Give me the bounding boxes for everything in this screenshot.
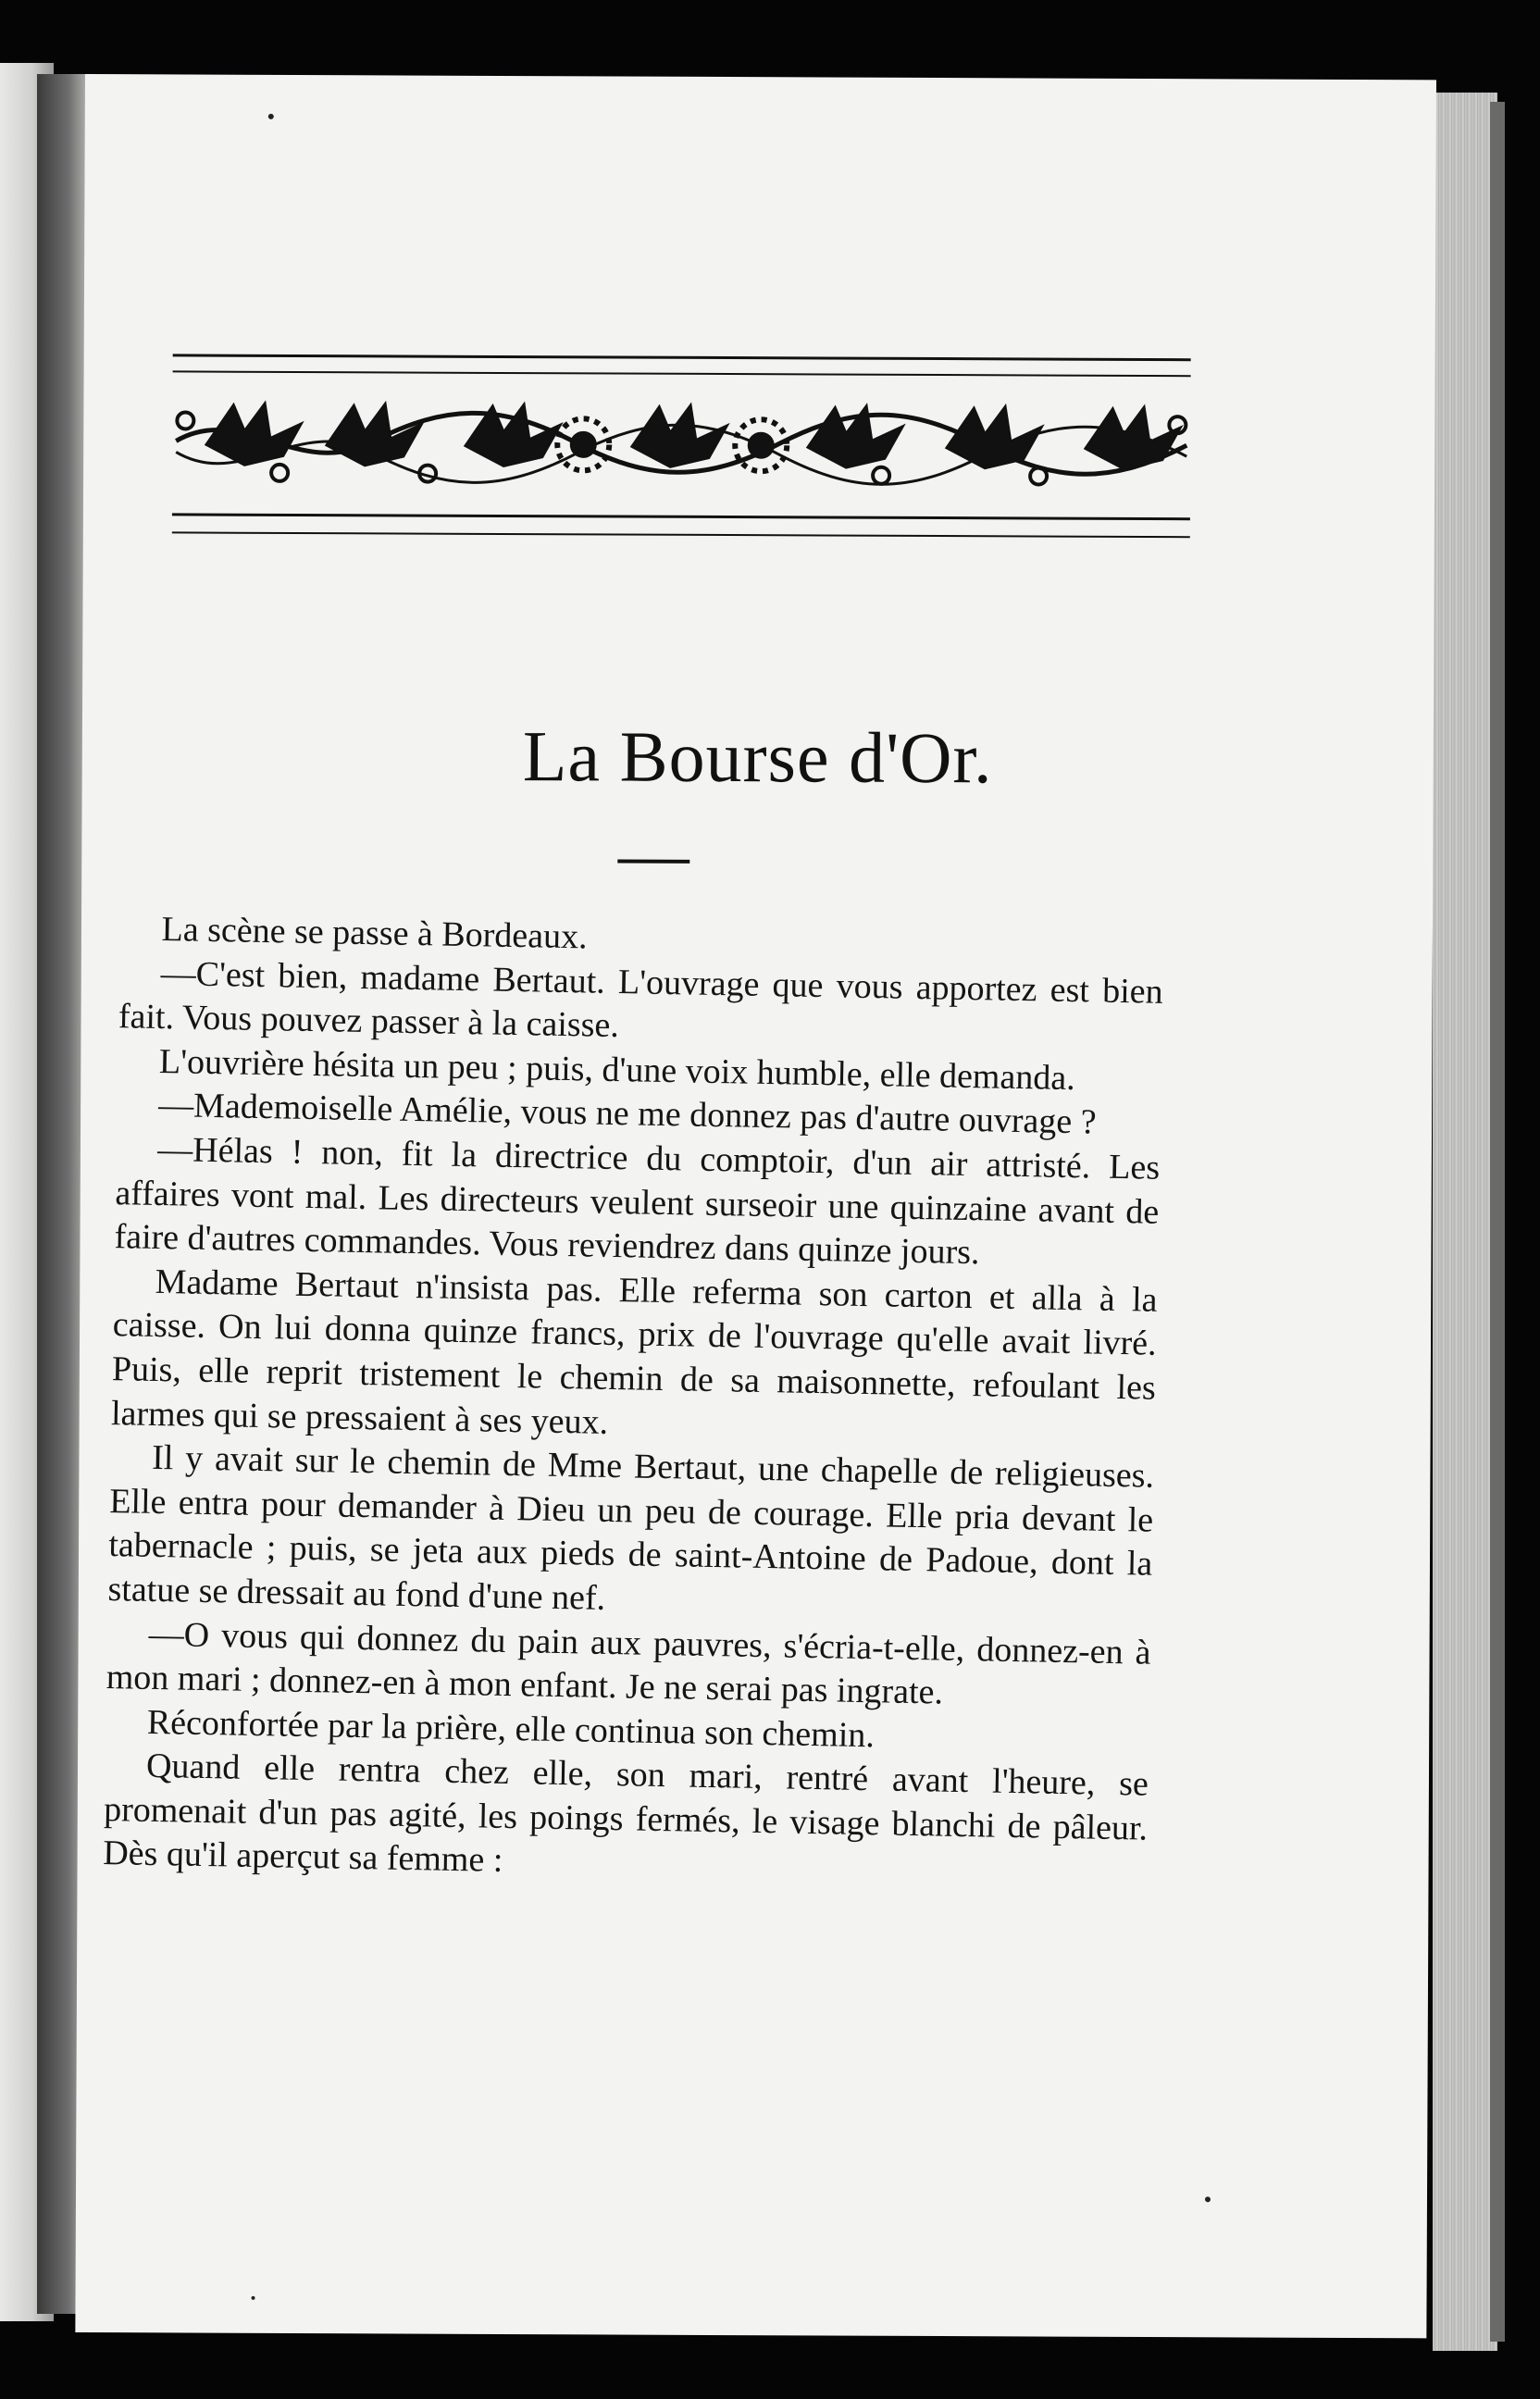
paragraph: —O vous qui donnez du pain aux pauvres, s'écria-t-elle, donnez-en à mon mari ; donnez-en à mon enfant. Je ne serai pas ingrate. xyxy=(106,1614,1151,1712)
body-text xyxy=(103,907,1164,1896)
paper-speck xyxy=(252,2296,255,2300)
floral-vine-band-icon xyxy=(168,383,1195,503)
paper-speck xyxy=(268,114,274,119)
page-stack-edges xyxy=(1433,93,1497,2351)
paragraph: Quand elle rentra chez elle, son mari, rentré avant l'heure, se promenait d'un pas agité, les poings fermés, le visage blanchi de pâleur. Dès qu'il aperçut sa femme : xyxy=(102,1746,1149,1881)
paragraph: Madame Bertaut n'insista pas. Elle referma son carton et alla à la caisse. On lui donna quinze francs, prix de l'ouvrage qu'elle avait livré. Puis, elle reprit tristement le chemin de sa maisonnette, refoulant les larmes qui se pressaient à ses yeux. xyxy=(110,1262,1158,1442)
bottom-double-rule-2 xyxy=(172,531,1190,538)
paper-speck xyxy=(1205,2196,1211,2202)
paragraph: Il y avait sur le chemin de Mme Bertaut, une chapelle de religieuses. Elle entra pour demander à Dieu un peu de courage. Elle pria devant le tabernacle ; puis, se jeta aux pieds de saint-Antoine de Padoue, dont la statue se dressait au fond d'une nef. xyxy=(107,1438,1155,1618)
paragraph: Réconfortée par la prière, elle continua son chemin. xyxy=(146,1702,876,1755)
page-stack-shadow xyxy=(1490,102,1505,2342)
paragraph: —Mademoiselle Amélie, vous ne me donnez pas d'autre ouvrage ? xyxy=(157,1086,1097,1142)
paragraph: L'ouvrière hésita un peu ; puis, d'une voix humble, elle demanda. xyxy=(158,1041,1076,1098)
paragraph: La scène se passe à Bordeaux. xyxy=(161,909,588,957)
top-double-rule-2 xyxy=(173,370,1191,377)
book-page xyxy=(75,74,1436,2338)
paragraph: —C'est bien, madame Bertaut. L'ouvrage que vous apportez est bien fait. Vous pouvez passer à la caisse. xyxy=(118,953,1163,1046)
chapter-title: La Bourse d'Or. xyxy=(522,715,993,799)
top-double-rule-1 xyxy=(173,354,1191,361)
title-separator-dash xyxy=(617,860,689,864)
bottom-double-rule-1 xyxy=(172,513,1190,520)
paragraph: —Hélas ! non, fit la directrice du comptoir, d'un air attristé. Les affaires vont mal. Les directeurs veulent surseoir une quinzaine avant de faire d'autres commandes. Vous reviendrez dans quinze jours. xyxy=(114,1129,1161,1273)
